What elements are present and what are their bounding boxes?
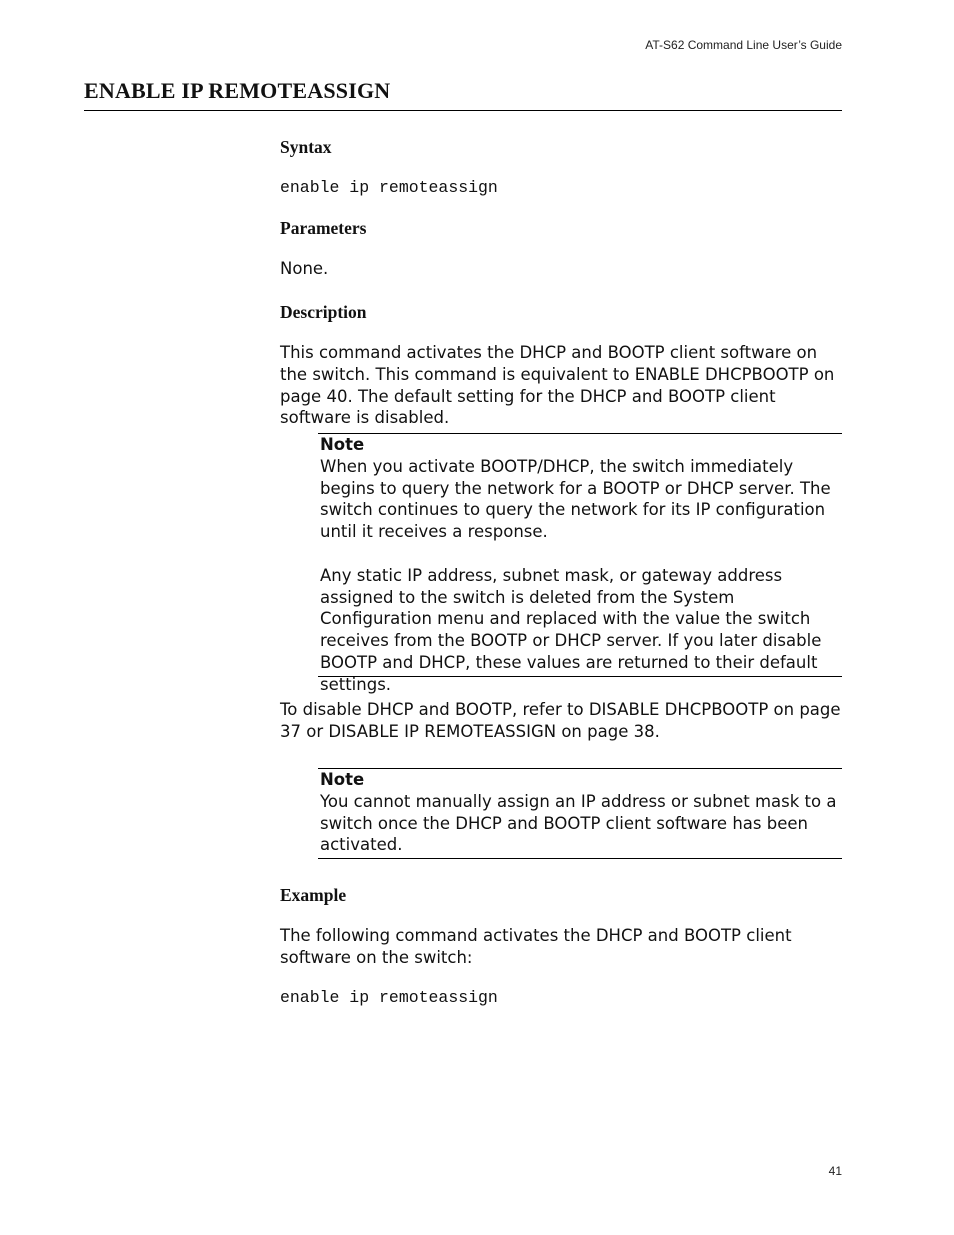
note-paragraph: Any static IP address, subnet mask, or gateway address assigned to the switch is deleted from the System Configuration menu and replaced with the value the switch receives from the BOOTP or DHCP server. If you later disable BOOTP and DHCP, these values are returned to their default settings. xyxy=(320,565,822,694)
note-label: Note xyxy=(320,435,365,454)
description-text: This command activates the DHCP and BOOTP client software on the switch. This command is equivalent to ENABLE DHCPBOOTP on page 40. The default setting for the DHCP and BOOTP client software is disabled. xyxy=(280,343,835,428)
running-header: AT-S62 Command Line User’s Guide xyxy=(645,38,842,52)
note-box xyxy=(318,768,842,859)
title-divider xyxy=(84,110,842,111)
example-text: The following command activates the DHCP and BOOTP client software on the switch: xyxy=(280,926,792,967)
example-heading: Example xyxy=(280,885,347,905)
description-heading: Description xyxy=(280,302,367,322)
page-title: ENABLE IP REMOTEASSIGN xyxy=(84,78,391,103)
syntax-code: enable ip remoteassign xyxy=(280,178,498,197)
note-box xyxy=(318,433,842,694)
parameters-text: None. xyxy=(280,259,329,278)
disable-text: To disable DHCP and BOOTP, refer to DISABLE DHCPBOOTP on page 37 or DISABLE IP REMOTEASSIGN on page 38. xyxy=(280,700,841,741)
note-label: Note xyxy=(320,770,365,789)
page-number: 41 xyxy=(828,1164,842,1178)
parameters-heading: Parameters xyxy=(280,218,367,238)
note-paragraph: You cannot manually assign an IP address or subnet mask to a switch once the DHCP and BOOTP client software has been activated. xyxy=(320,791,837,855)
syntax-heading: Syntax xyxy=(280,137,332,157)
example-code: enable ip remoteassign xyxy=(280,988,498,1007)
note-paragraph: When you activate BOOTP/DHCP, the switch immediately begins to query the network for a BOOTP or DHCP server. The switch continues to query the network for its IP configuration until it receives a response. xyxy=(320,456,831,542)
